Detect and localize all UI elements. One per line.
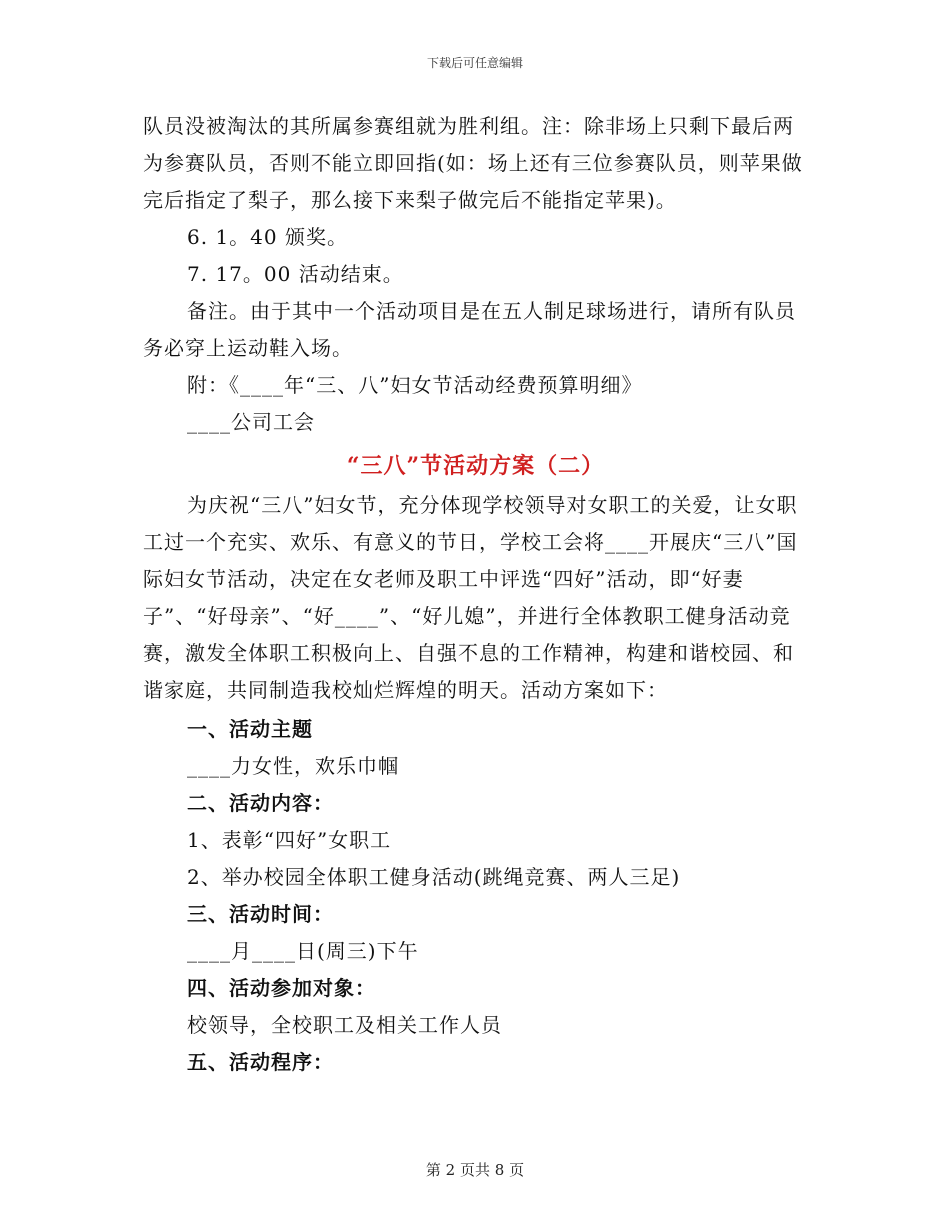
page-footer: 第 2 页共 8 页 — [425, 1161, 525, 1179]
section-title: “三八”节活动方案（二） — [346, 453, 605, 479]
heading-time: 三、活动时间： — [187, 902, 334, 926]
schedule-item-6: 6. 1。40 颁奖。 — [187, 225, 348, 249]
heading-procedure: 五、活动程序： — [187, 1050, 334, 1074]
page-header: 下载后可任意编辑 — [426, 56, 523, 70]
intro-paragraph: 为庆祝“三八”妇女节，充分体现学校领导对女职工的关爱，让女职工过一个充实、欢乐、有意义的节日，学校工会将____开展庆“三八”国际妇女节活动，决定在女老师及职工中评选“四好”活动，即“好妻子”、“好母亲”、“好____”、“好儿媳”，并进行全体教职工健身活动竞赛，激发全体职工积极向上、自强不息的工作精神，构建和谐校园、和谐家庭，共同制造我校灿烂辉煌的明天。活动方案如下： — [143, 493, 798, 702]
content-item-2: 2、举办校园全体职工健身活动(跳绳竞赛、两人三足) — [187, 865, 681, 889]
note-paragraph: 备注。由于其中一个活动项目是在五人制足球场进行，请所有队员务必穿上运动鞋入场。 — [143, 299, 796, 360]
document-body — [143, 108, 808, 1081]
content-item-1: 1、表彰“四好”女职工 — [187, 828, 392, 852]
signature-line: ____公司工会 — [187, 410, 315, 434]
participants-text: 校领导，全校职工及相关工作人员 — [187, 1013, 502, 1037]
schedule-item-7: 7. 17。00 活动结束。 — [187, 262, 404, 286]
time-text: ____月____日(周三)下午 — [187, 939, 419, 963]
theme-text: ____力女性，欢乐巾帼 — [187, 754, 399, 778]
attachment-line: 附：《____年“三、八”妇女节活动经费预算明细》 — [187, 373, 643, 397]
paragraph-rules-continued: 队员没被淘汰的其所属参赛组就为胜利组。注：除非场上只剩下最后两为参赛队员，否则不能立即回指(如：场上还有三位参赛队员，则苹果做完后指定了梨子，那么接下来梨子做完后不能指定苹果)。 — [143, 114, 803, 212]
heading-theme: 一、活动主题 — [187, 717, 313, 741]
heading-content: 二、活动内容： — [187, 791, 334, 815]
heading-participants: 四、活动参加对象： — [187, 976, 376, 1000]
